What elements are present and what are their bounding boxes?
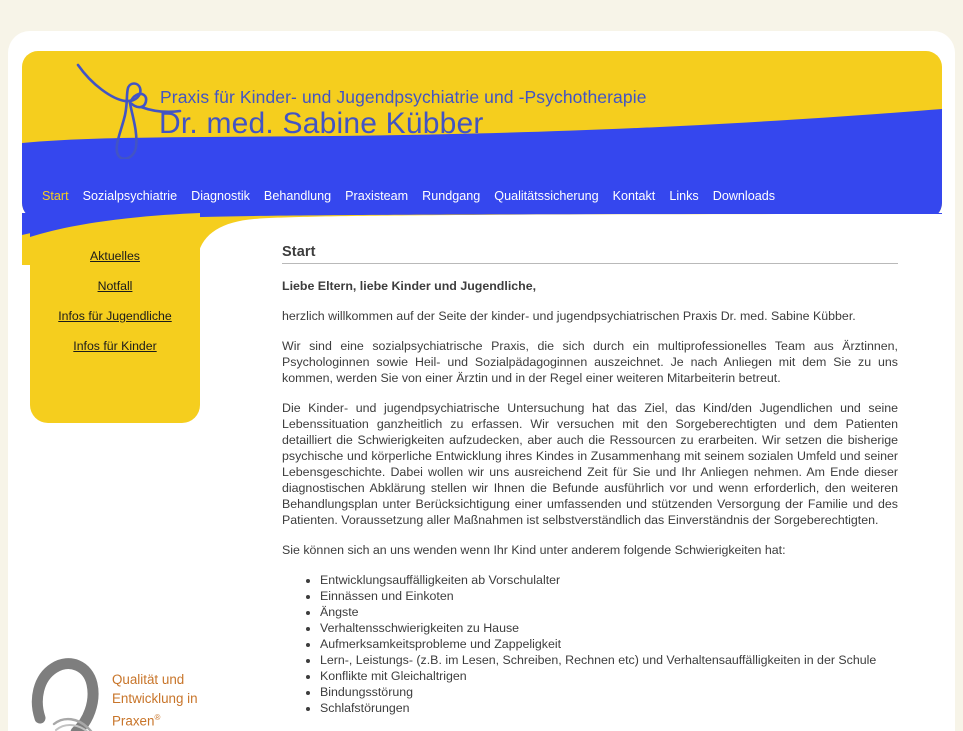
list-item: • Lern-, Leistungs- (z.B. im Lesen, Schreiben, Rechnen etc) und Verhaltensauffälligkeiten in der Schule — [320, 652, 898, 668]
nav-item-qualit-tssicherung[interactable]: Qualitätssicherung — [494, 189, 599, 203]
list-item: • Entwicklungsauffälligkeiten ab Vorschulalter — [320, 572, 898, 588]
page-title: Start — [282, 244, 316, 260]
qep-quality-badge — [30, 656, 245, 731]
list-intro-text: Sie können sich an uns wenden wenn Ihr Kind unter anderem folgende Schwierigkeiten hat: — [282, 543, 786, 557]
list-item: • Aufmerksamkeitsprobleme und Zappeligkeit — [320, 636, 898, 652]
main-content — [282, 244, 898, 716]
qep-line-3: Praxen — [112, 713, 155, 729]
qep-line-2: Entwicklung in — [112, 691, 198, 706]
nav-item-praxisteam[interactable]: Praxisteam — [345, 189, 409, 203]
qep-text-block — [112, 670, 242, 730]
welcome-paragraph: herzlich willkommen auf der Seite der kinder- und jugendpsychiatrischen Praxis Dr. med. Sabine Kübber. — [282, 309, 856, 323]
page-container — [8, 31, 955, 731]
nav-item-kontakt[interactable]: Kontakt — [612, 189, 656, 203]
examination-paragraph: Die Kinder- und jugendpsychiatrische Untersuchung hat das Ziel, das Kind/den Jugendlichen und seine Lebenssituation ganzheitlich zu erfassen. Wir versuchen mit den Sorgeberechtigten und dem Patienten detailliert die Schwierigkeiten aufzudecken, aber auch die Ressourcen zu erarbeiten. Wir setzen die bisherige psychische und körperliche Entwicklung ihres Kindes in Zusammenhang mit seinem sozialen Umfeld und seiner Lebensgeschichte. Dabei wollen wir uns ausreichend Zeit für Sie und Ihr Anliegen nehmen. Am Ende dieser diagnostischen Abklärung stellen wir Ihnen die Befunde ausführlich vor und wenn erforderlich, den weiteren Behandlungsplan unter Berücksichtigung einer umfassenden und stützenden Versorgung der Familie und des Patienten. Voraussetzung aller Maßnahmen ist selbstverständlich das Einverständnis der Sorgeberechtigten. — [282, 401, 898, 527]
practice-subtitle: Praxis für Kinder- und Jugendpsychiatrie und -Psychotherapie — [160, 87, 647, 107]
nav-item-start[interactable]: Start — [42, 189, 69, 203]
qep-line-1: Qualität und — [112, 672, 185, 687]
list-item: • Verhaltensschwierigkeiten zu Hause — [320, 620, 898, 636]
team-paragraph: Wir sind eine sozialpsychiatrische Praxis, die sich durch ein multiprofessionelles Team aus Ärztinnen, Psychologinnen sowie Heil- und Sozialpädagoginnen auszeichnet. Je nach Anliegen mit dem Sie zu uns kommen, werden Sie von einer Ärztin und in der Regel einer weiteren Mitarbeiterin betreut. — [282, 339, 898, 385]
list-item: • Ängste — [320, 604, 898, 620]
title-divider — [282, 263, 898, 264]
sidebar-link-aktuelles[interactable]: Aktuelles — [90, 249, 140, 263]
list-item: • Bindungsstörung — [320, 684, 898, 700]
sidebar-link-list — [30, 249, 200, 369]
list-item: • Einnässen und Einkoten — [320, 588, 898, 604]
sidebar-link-infos-f-r-kinder[interactable]: Infos für Kinder — [73, 339, 157, 353]
nav-item-diagnostik[interactable]: Diagnostik — [191, 189, 250, 203]
registered-mark: ® — [154, 713, 161, 722]
nav-item-sozialpsychiatrie[interactable]: Sozialpsychiatrie — [82, 189, 178, 203]
sidebar-link-notfall[interactable]: Notfall — [97, 279, 133, 293]
sidebar-panel — [30, 213, 200, 423]
sidebar-link-infos-f-r-jugendliche[interactable]: Infos für Jugendliche — [58, 309, 172, 323]
main-navigation — [28, 188, 782, 204]
practice-name: Dr. med. Sabine Kübber — [159, 107, 484, 140]
nav-item-rundgang[interactable]: Rundgang — [422, 189, 481, 203]
sidebar-top-curve-shape — [30, 213, 200, 253]
difficulties-list — [282, 572, 898, 716]
nav-item-behandlung[interactable]: Behandlung — [263, 189, 332, 203]
nav-item-links[interactable]: Links — [669, 189, 699, 203]
nav-item-downloads[interactable]: Downloads — [712, 189, 776, 203]
qep-seal-icon — [30, 656, 108, 731]
salutation-text: Liebe Eltern, liebe Kinder und Jugendliche, — [282, 279, 537, 293]
list-item: • Schlafstörungen — [320, 700, 898, 716]
list-item: • Konflikte mit Gleichaltrigen — [320, 668, 898, 684]
